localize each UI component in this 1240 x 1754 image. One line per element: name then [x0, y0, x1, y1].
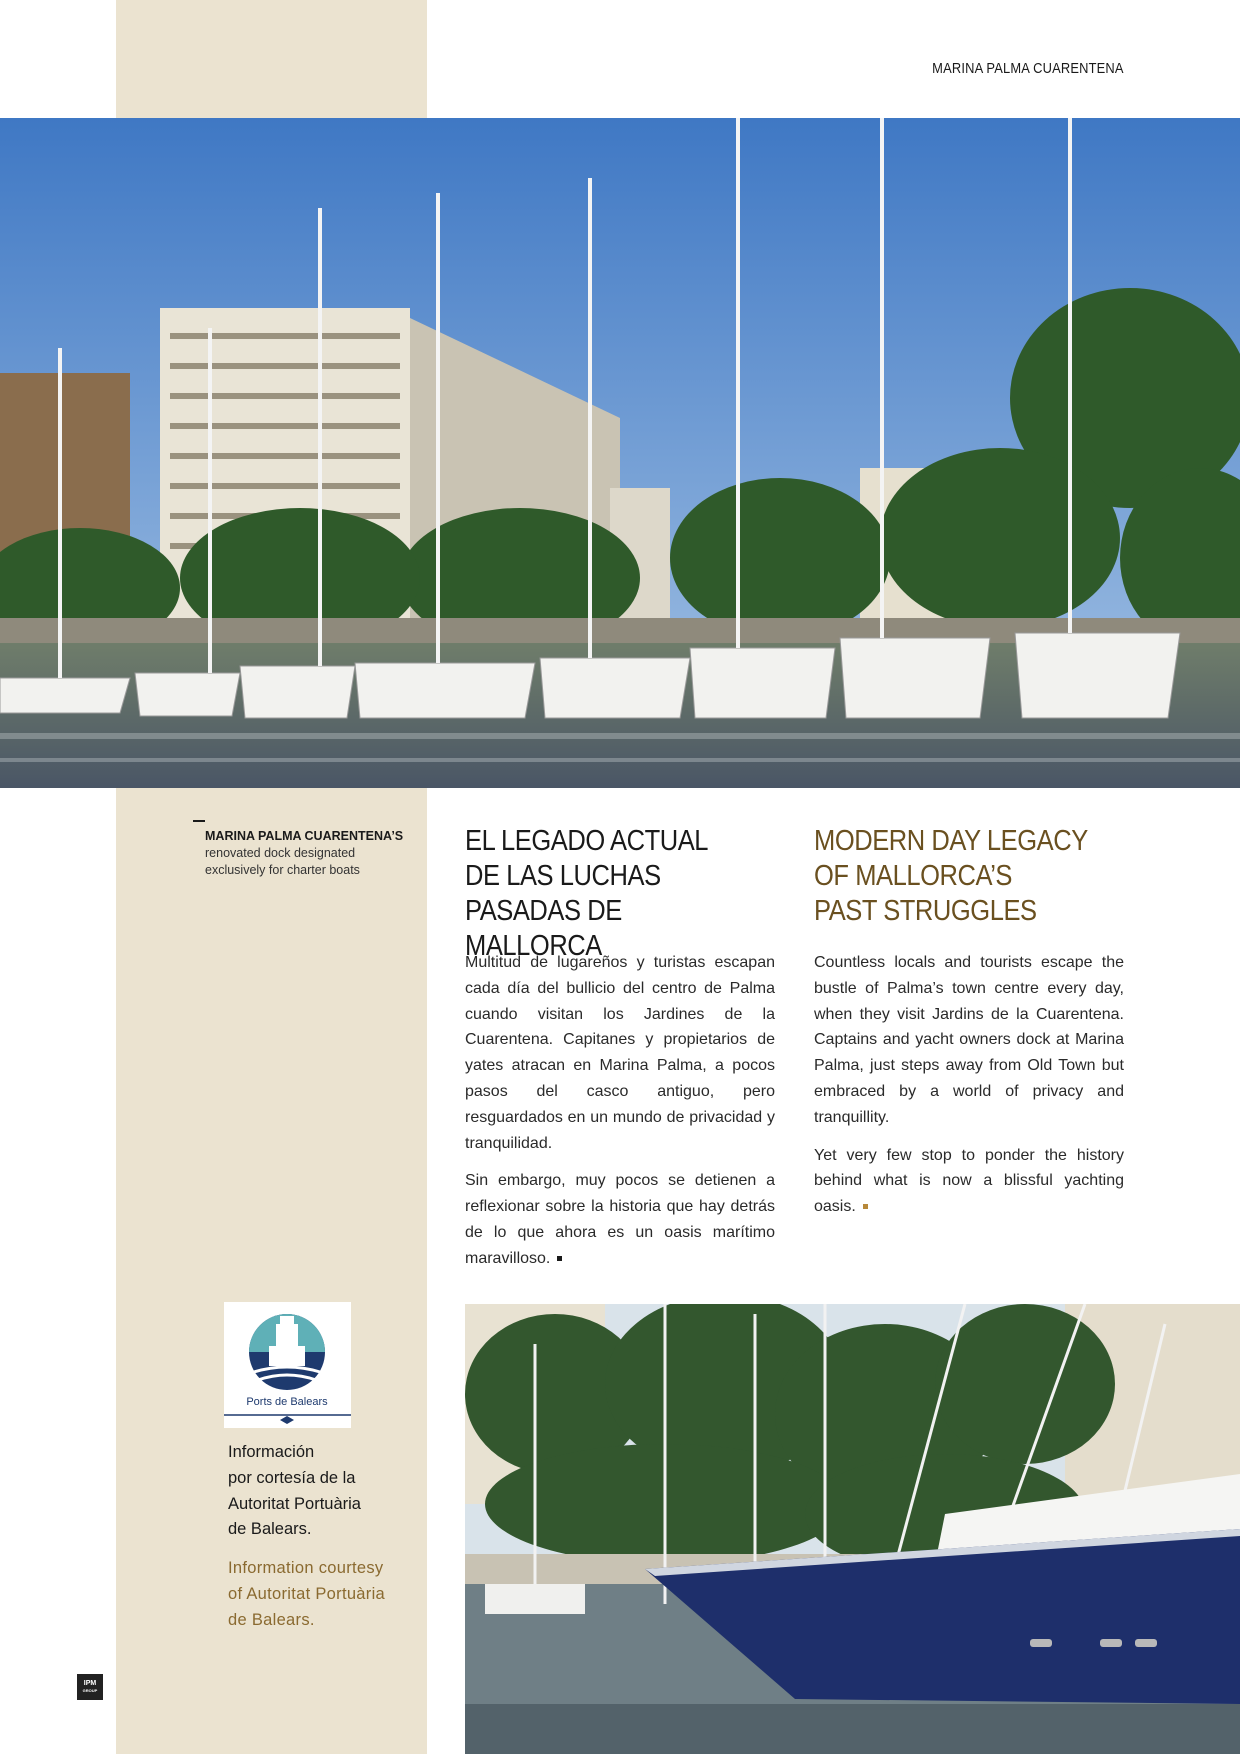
publisher-logo [77, 1674, 103, 1700]
credit-line: de Balears. [228, 1520, 312, 1539]
english-body [814, 950, 1124, 1232]
headline-spanish [465, 824, 747, 964]
spanish-body [465, 950, 775, 1284]
paragraph: Countless locals and tourists escape the bustle of Palma’s town centre every day, when they visit Jardins de la Cuarentena. Captains and yacht owners dock at Marina Palma, just steps away from Old Town but embraced by a world of privacy and tranquillity. [814, 954, 1124, 1126]
photo-caption [193, 828, 413, 879]
paragraph-text: Sin embargo, muy pocos se detienen a reflexionar sobre la historia que hay detrás de lo que ahora es un oasis marítimo maravilloso. [465, 1172, 775, 1267]
headline-line: DE LAS LUCHAS [465, 860, 661, 892]
credit-line: Information courtesy [228, 1559, 384, 1577]
headline-line: MODERN DAY LEGACY [814, 825, 1088, 857]
yacht-photo [465, 1304, 1240, 1754]
caption-body: renovated dock designated exclusively for charter boats [205, 846, 360, 877]
paragraph-text: Yet very few stop to ponder the history behind what is now a blissful yachting oasis. [814, 1146, 1124, 1216]
caption-title: MARINA PALMA CUARENTENA’S [205, 829, 404, 843]
credit-spanish [228, 1440, 418, 1543]
credit-line: Información [228, 1443, 315, 1461]
paragraph [465, 1168, 775, 1271]
running-header: MARINA PALMA CUARENTENA [932, 60, 1124, 77]
publisher-mark-text: GROUP [82, 1688, 98, 1693]
ports-de-balears-logo [224, 1302, 351, 1428]
credit-line: Autoritat Portuària [228, 1494, 361, 1513]
headline-line: OF MALLORCA’S [814, 860, 1013, 892]
end-of-article-mark [557, 1256, 562, 1261]
headline-line: PAST STRUGGLES [814, 895, 1037, 927]
credit-line: de Balears. [228, 1610, 315, 1629]
headline-line: PASADAS DE MALLORCA [465, 895, 622, 962]
logo-text: Ports de Balears [246, 1396, 328, 1408]
credit-english [228, 1556, 418, 1633]
headline-line: EL LEGADO ACTUAL [465, 825, 709, 857]
credit-line: of Autoritat Portuària [228, 1584, 386, 1603]
paragraph [814, 1143, 1124, 1220]
paragraph: Multitud de lugareños y turistas escapan cada día del bullicio del centro de Palma cuando visitan los Jardines de la Cuarentena. Capitanes y propietarios de yates atracan en Marina Palma, a pocos pasos del casco antiguo, pero resguardados en un mundo de privacidad y tranquilidad. [465, 954, 775, 1152]
publisher-mark-text: IPM [83, 1680, 97, 1687]
end-of-article-mark [863, 1204, 868, 1209]
headline-english [814, 824, 1096, 929]
hero-photo [0, 118, 1240, 788]
credit-line: por cortesía de la [228, 1468, 356, 1487]
caption-dash [193, 820, 205, 822]
